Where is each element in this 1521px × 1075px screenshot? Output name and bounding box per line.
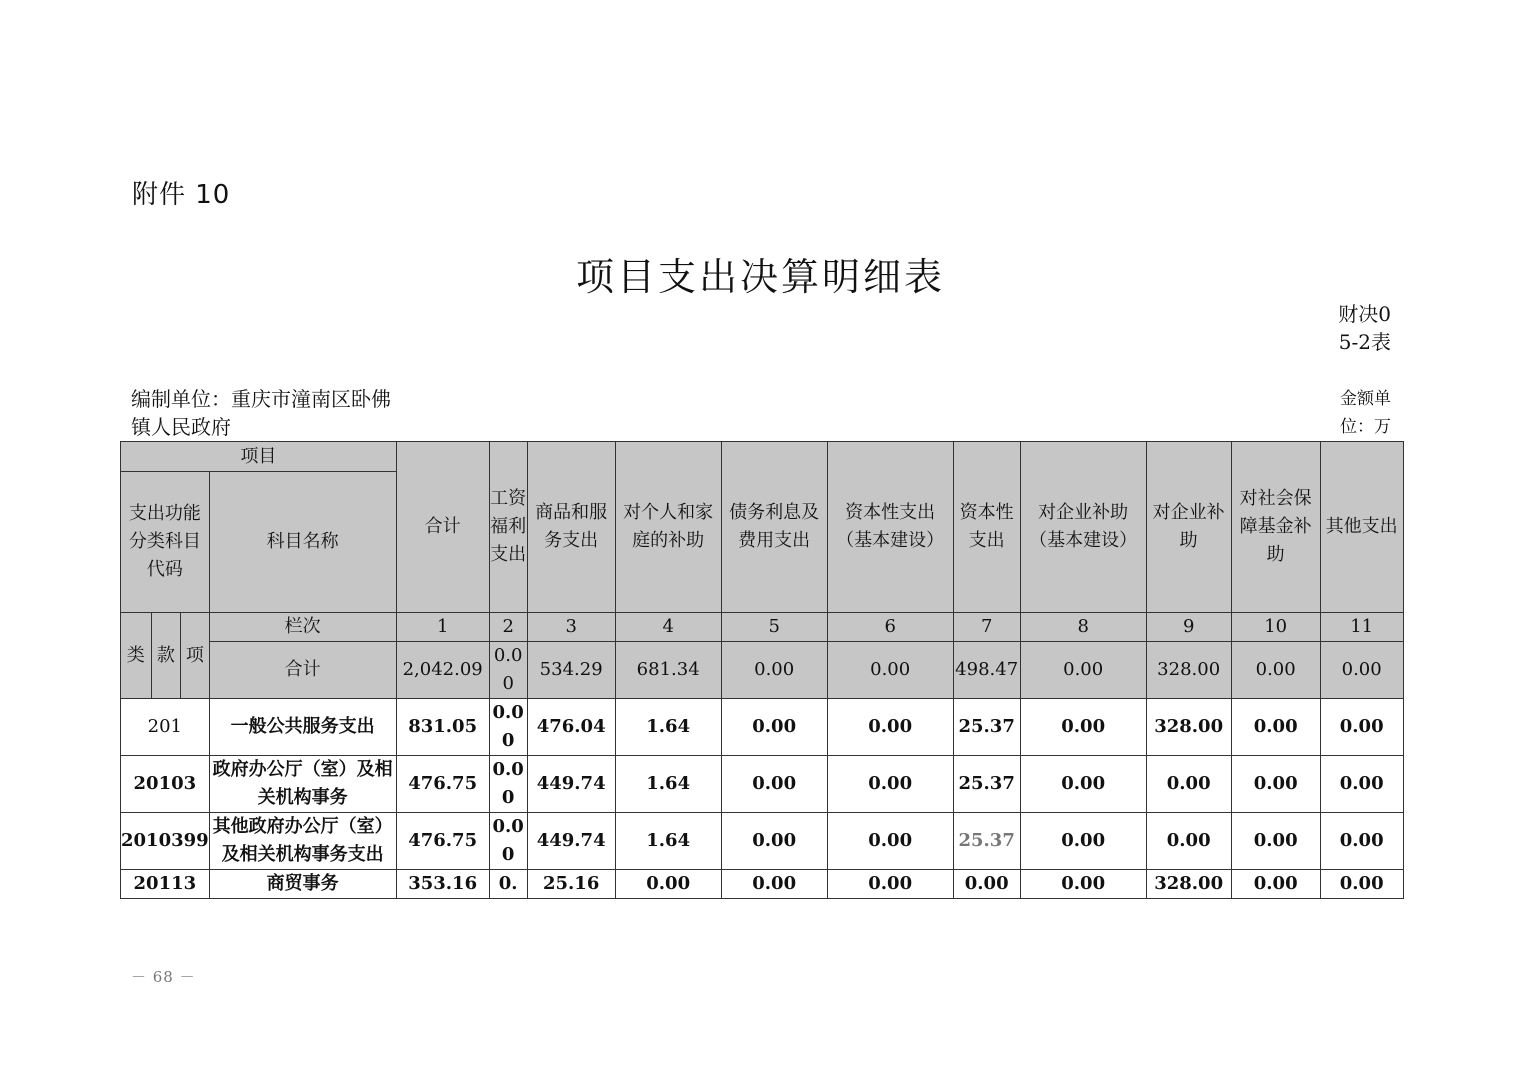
- row-name: 其他政府办公厅（室）及相关机构事务支出: [209, 813, 396, 870]
- column-index-row: [121, 613, 1404, 642]
- row-cell: 0.00: [721, 756, 827, 813]
- column-index: 3: [527, 613, 615, 642]
- row-cell: 0.00: [489, 756, 527, 813]
- header-enterprise-construction: 对企业补助（基本建设）: [1020, 442, 1146, 613]
- header-lanci: 栏次: [209, 613, 396, 642]
- row-cell: 0.00: [1231, 813, 1320, 870]
- row-cell: 0.00: [721, 813, 827, 870]
- page-number: － 68 －: [131, 968, 196, 986]
- expenditure-table: [120, 441, 1404, 899]
- header-social-security: 对社会保障基金补助: [1231, 442, 1320, 613]
- total-cell: 0.00: [1231, 642, 1320, 699]
- total-cell: 0.00: [1020, 642, 1146, 699]
- compiling-unit: 编制单位：重庆市潼南区卧佛镇人民政府: [131, 387, 391, 439]
- total-cell: 328.00: [1146, 642, 1231, 699]
- row-code: 2010399: [121, 813, 210, 870]
- header-individual-subsidy: 对个人和家庭的补助: [615, 442, 721, 613]
- total-cell: 0.00: [721, 642, 827, 699]
- header-other: 其他支出: [1320, 442, 1403, 613]
- column-index: 5: [721, 613, 827, 642]
- total-row: [121, 642, 1404, 699]
- row-cell: 25.37: [953, 756, 1020, 813]
- row-cell: 0.00: [1320, 699, 1403, 756]
- row-cell: 0.00: [1020, 813, 1146, 870]
- header-code: 支出功能分类科目代码: [121, 472, 210, 613]
- header-row-1: [121, 442, 1404, 472]
- total-cell: 681.34: [615, 642, 721, 699]
- header-enterprise-subsidy: 对企业补助: [1146, 442, 1231, 613]
- total-cell: 498.47: [953, 642, 1020, 699]
- header-capital-construction: 资本性支出（基本建设）: [827, 442, 953, 613]
- row-cell: 328.00: [1146, 699, 1231, 756]
- column-index: 2: [489, 613, 527, 642]
- row-cell: 0.00: [827, 699, 953, 756]
- row-cell: 0.00: [615, 870, 721, 899]
- page-title: 项目支出决算明细表: [575, 255, 945, 299]
- row-name: 政府办公厅（室）及相关机构事务: [209, 756, 396, 813]
- total-cell: 0.00: [827, 642, 953, 699]
- row-cell: 831.05: [396, 699, 489, 756]
- total-cell: 0.00: [489, 642, 527, 699]
- row-name: 商贸事务: [209, 870, 396, 899]
- row-cell: 0.00: [827, 813, 953, 870]
- row-cell: 0.00: [827, 756, 953, 813]
- header-goods-services: 商品和服务支出: [527, 442, 615, 613]
- table-row: [121, 813, 1404, 870]
- row-cell: 449.74: [527, 756, 615, 813]
- row-cell: 0.00: [1020, 756, 1146, 813]
- column-index: 10: [1231, 613, 1320, 642]
- header-xiang: 项: [181, 613, 210, 699]
- row-cell: 0.00: [1320, 756, 1403, 813]
- row-cell: 25.37: [953, 699, 1020, 756]
- table-code: 财决05-2表: [1338, 302, 1391, 354]
- row-cell: 1.64: [615, 756, 721, 813]
- row-cell: 0.00: [1320, 813, 1403, 870]
- row-cell: 0.00: [1020, 870, 1146, 899]
- header-lei: 类: [121, 613, 152, 699]
- total-label: 合计: [209, 642, 396, 699]
- row-cell: 0.00: [721, 699, 827, 756]
- row-code: 201: [121, 699, 210, 756]
- header-project: 项目: [121, 442, 397, 472]
- table-row: [121, 699, 1404, 756]
- row-cell: 0.00: [489, 813, 527, 870]
- total-cell: 0.00: [1320, 642, 1403, 699]
- row-cell: 0.00: [1231, 699, 1320, 756]
- row-cell: 0.: [489, 870, 527, 899]
- row-cell: 25.37: [953, 813, 1020, 870]
- row-cell: 0.00: [1146, 813, 1231, 870]
- header-name: 科目名称: [209, 472, 396, 613]
- row-cell: 1.64: [615, 813, 721, 870]
- column-index: 9: [1146, 613, 1231, 642]
- row-cell: 25.16: [527, 870, 615, 899]
- row-name: 一般公共服务支出: [209, 699, 396, 756]
- row-cell: 0.00: [1231, 756, 1320, 813]
- total-cell: 2,042.09: [396, 642, 489, 699]
- row-code: 20113: [121, 870, 210, 899]
- row-cell: 353.16: [396, 870, 489, 899]
- row-cell: 0.00: [721, 870, 827, 899]
- row-code: 20103: [121, 756, 210, 813]
- amount-unit: 金额单位：万: [1340, 389, 1391, 437]
- row-cell: 0.00: [1020, 699, 1146, 756]
- row-cell: 1.64: [615, 699, 721, 756]
- row-cell: 328.00: [1146, 870, 1231, 899]
- row-cell: 0.00: [1320, 870, 1403, 899]
- column-index: 4: [615, 613, 721, 642]
- row-cell: 0.00: [1146, 756, 1231, 813]
- header-total: 合计: [396, 442, 489, 613]
- total-cell: 534.29: [527, 642, 615, 699]
- header-kuan: 款: [151, 613, 181, 699]
- column-index: 7: [953, 613, 1020, 642]
- header-debt-interest: 债务利息及费用支出: [721, 442, 827, 613]
- row-cell: 449.74: [527, 813, 615, 870]
- column-index: 8: [1020, 613, 1146, 642]
- row-cell: 476.75: [396, 813, 489, 870]
- column-index: 6: [827, 613, 953, 642]
- row-cell: 0.00: [489, 699, 527, 756]
- column-index: 1: [396, 613, 489, 642]
- row-cell: 0.00: [953, 870, 1020, 899]
- column-index: 11: [1320, 613, 1403, 642]
- row-cell: 0.00: [1231, 870, 1320, 899]
- table-row: [121, 756, 1404, 813]
- row-cell: 476.04: [527, 699, 615, 756]
- row-cell: 0.00: [827, 870, 953, 899]
- row-cell: 476.75: [396, 756, 489, 813]
- header-capital: 资本性支出: [953, 442, 1020, 613]
- header-salary: 工资福利支出: [489, 442, 527, 613]
- attachment-label: 附件 10: [132, 180, 231, 210]
- table-row: [121, 870, 1404, 899]
